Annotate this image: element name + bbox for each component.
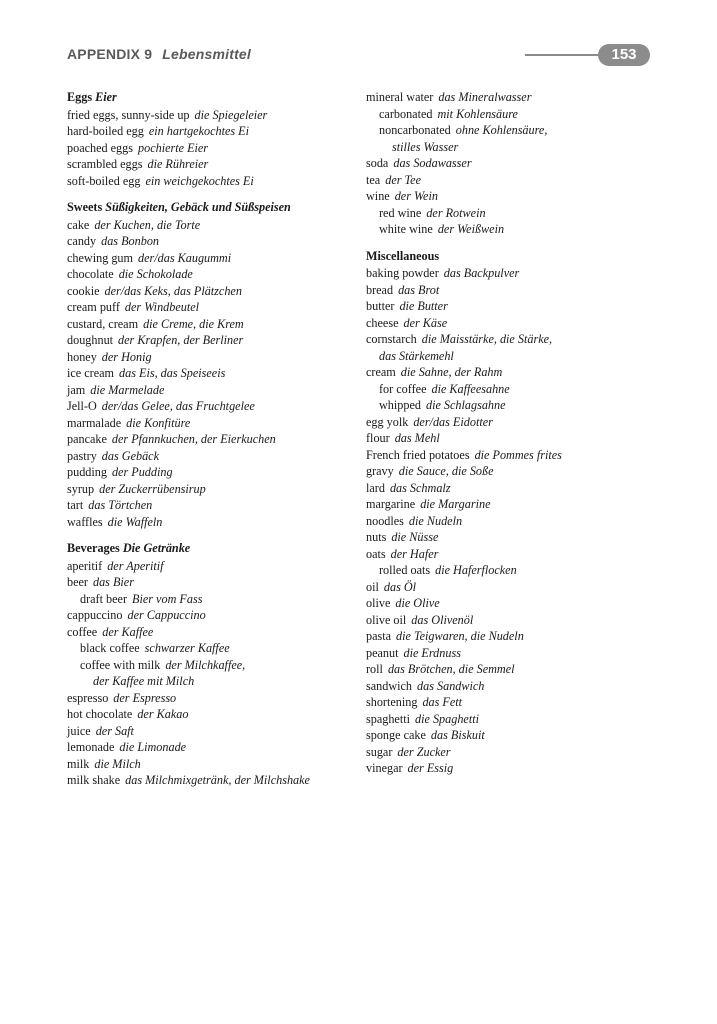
english-term: vinegar [366,761,403,775]
vocab-entry [67,497,357,514]
vocab-entry [366,381,656,398]
vocab-entry [366,463,656,480]
vocab-entry [67,464,357,481]
vocab-entry [67,123,357,140]
vocab-entry [67,657,357,674]
german-term: das Fett [422,695,463,709]
english-term: sugar [366,744,393,759]
vocab-entry [366,496,656,513]
english-term: cornstarch [366,332,417,346]
vocab-entry [67,607,357,624]
section-title [67,199,357,216]
english-term: cake [67,217,90,232]
appendix-subtitle: Lebensmittel [162,46,252,62]
vocab-entry [67,448,357,465]
german-term: der Espresso [113,690,177,705]
german-term: die Olive [395,596,440,610]
vocab-entry [366,546,656,563]
english-term: coffee with milk [80,657,161,672]
german-term: die Spiegeleier [194,107,268,122]
german-term: der Milchkaffee, [165,657,246,672]
english-term: wine [366,189,390,203]
german-term: der Pudding [111,465,173,479]
german-term: der Käse [403,315,448,330]
english-term: cream puff [67,300,120,314]
english-term: scrambled eggs [67,157,143,171]
english-term: milk [67,756,90,771]
vocab-entry [366,661,656,678]
german-term: die Nüsse [391,530,439,544]
english-term: French fried potatoes [366,447,470,462]
english-term: custard, cream [67,316,139,331]
english-term: honey [67,349,97,364]
german-term: die Marmelade [90,382,165,397]
english-term: marmalade [67,415,122,430]
english-term: aperitif [67,558,103,573]
german-term: das Brötchen, die Semmel [387,662,515,676]
vocab-entry [67,107,357,124]
german-term: das Sodawasser [393,156,472,170]
english-term: fried eggs, sunny-side up [67,107,190,122]
english-term: flour [366,431,390,445]
vocab-entry [366,139,656,156]
english-term: oats [366,546,386,561]
vocab-entry [67,217,357,234]
english-term: jam [67,382,86,397]
vocab-entry [67,233,357,250]
german-term: der Pfannkuchen, der Eierkuchen [111,432,276,446]
english-term: margarine [366,497,416,511]
english-term: beer [67,575,88,589]
english-term: butter [366,299,395,313]
german-term: das Mineralwasser [438,90,532,104]
german-term: das Bonbon [101,234,159,248]
german-term: die Schokolade [118,267,193,281]
english-term: tart [67,498,84,512]
german-term: Bier vom Fass [132,591,203,606]
german-term: der Tee [385,172,421,187]
vocab-entry [366,694,656,711]
german-term: schwarzer Kaffee [144,641,230,655]
vocab-entry [366,645,656,662]
vocab-entry [366,331,656,348]
vocab-entry [67,772,357,789]
vocab-entry [366,414,656,431]
vocab-entry [366,678,656,695]
english-term: bread [366,282,394,297]
vocab-entry [67,140,357,157]
german-term: die Pommes frites [474,447,562,462]
english-term: black coffee [80,641,140,655]
english-term: olive oil [366,612,407,627]
vocab-entry [67,574,357,591]
english-term: peanut [366,645,399,660]
german-term: ohne Kohlensäure, [455,123,548,137]
english-term: mineral water [366,90,434,104]
vocab-entry [67,173,357,190]
vocab-entry [366,513,656,530]
vocab-entry [67,316,357,333]
vocab-entry [67,156,357,173]
german-term: der Weißwein [437,222,505,236]
english-term: hard-boiled egg [67,124,144,138]
english-term: juice [67,723,91,738]
german-term: der Windbeutel [124,300,200,314]
english-term: tea [366,172,381,187]
left-column [67,89,357,799]
vocab-entry [366,315,656,332]
section-title-en: Miscellaneous [366,248,440,263]
vocab-entry [366,430,656,447]
german-term: das Törtchen [88,498,153,512]
german-term: der Kakao [137,707,189,721]
english-term: cappuccino [67,608,123,622]
vocab-entry [366,298,656,315]
english-term: white wine [379,222,433,236]
vocab-entry [366,612,656,629]
german-term: der Essig [407,761,454,775]
vocab-entry [366,480,656,497]
english-term: whipped [379,398,421,412]
german-term: das Bier [92,575,134,589]
english-term: gravy [366,464,394,478]
german-term: der/das Eidotter [413,414,493,429]
german-term: die Milch [94,756,141,771]
english-term: rolled oats [379,563,431,577]
english-term: coffee [67,624,98,639]
english-term: noncarbonated [379,123,451,137]
vocab-entry [67,756,357,773]
running-head [67,46,251,62]
vocab-entry [67,514,357,531]
vocab-entry [67,299,357,316]
vocab-entry [366,348,656,365]
german-term: die Sahne, der Rahm [400,365,503,379]
vocab-entry [366,744,656,761]
english-term: doughnut [67,333,114,347]
english-term: draft beer [80,591,128,606]
english-term: espresso [67,690,109,705]
german-term: der Saft [95,723,134,738]
vocab-entry [67,250,357,267]
english-term: baking powder [366,266,439,280]
english-term: roll [366,662,383,676]
appendix-label: APPENDIX 9 [67,46,153,62]
english-term: pudding [67,465,107,479]
german-term: mit Kohlensäure [437,106,518,121]
english-term: pasta [366,629,392,643]
german-term: das Öl [383,579,417,594]
section-title-de: Süßigkeiten, Gebäck und Süßspeisen [105,200,291,214]
german-term: der Honig [101,349,152,364]
page-header [67,44,652,68]
vocab-entry [67,723,357,740]
german-term: ein weichgekochtes Ei [145,173,254,188]
vocab-entry [366,106,656,123]
german-term: die Waffeln [107,514,163,529]
german-term: die Sauce, die Soße [398,464,494,478]
vocab-entry [366,579,656,596]
german-term: der Kaffee mit Milch [93,674,195,688]
vocab-entry [67,591,357,608]
german-term: stilles Wasser [392,139,459,154]
vocab-entry [67,624,357,641]
english-term: egg yolk [366,414,409,429]
german-term: der/das Keks, das Plätzchen [104,283,242,298]
english-term: cookie [67,283,100,298]
german-term: die Schlagsahne [425,398,506,412]
german-term: die Rühreier [147,157,209,171]
vocab-section [366,89,656,238]
vocab-section [67,199,357,530]
vocab-entry [67,640,357,657]
german-term: die Maisstärke, die Stärke, [421,332,553,346]
vocab-entry [67,382,357,399]
section-title-en: Beverages [67,541,120,555]
german-term: der Aperitif [107,558,164,573]
vocab-entry [67,673,357,690]
german-term: der Krapfen, der Berliner [118,333,244,347]
german-term: das Milchmixgetränk, der Milchshake [125,773,310,787]
german-term: pochierte Eier [138,140,209,155]
german-term: die Margarine [420,497,491,511]
vocab-entry [67,558,357,575]
german-term: der/das Gelee, das Fruchtgelee [101,399,255,413]
right-column [366,89,656,787]
vocab-entry [366,760,656,777]
english-term: for coffee [379,381,427,396]
german-term: das Biskuit [430,728,485,742]
english-term: Jell-O [67,399,97,413]
section-title-en: Eggs [67,90,93,104]
vocab-entry [366,397,656,414]
english-term: shortening [366,695,418,709]
vocab-entry [366,562,656,579]
section-title-en: Sweets [67,200,103,214]
german-term: der Hafer [390,546,439,561]
vocab-entry [67,283,357,300]
german-term: die Konfitüre [126,415,191,430]
german-term: die Creme, die Krem [143,316,244,331]
vocab-entry [67,266,357,283]
vocab-entry [366,595,656,612]
german-term: das Mehl [394,431,440,445]
section-title [67,540,357,557]
vocab-entry [366,364,656,381]
section-title [67,89,357,106]
english-term: lard [366,480,385,495]
vocab-entry [366,89,656,106]
vocab-entry [67,415,357,432]
german-term: das Gebäck [101,448,159,463]
vocab-entry [366,711,656,728]
vocab-section [366,248,656,777]
english-term: ice cream [67,366,115,380]
english-term: noodles [366,513,404,528]
english-term: hot chocolate [67,707,133,721]
vocab-entry [67,739,357,756]
german-term: der Zuckerrübensirup [99,481,206,496]
german-term: das Backpulver [443,266,520,280]
section-title-de: Die Getränke [122,541,191,555]
german-term: der Rotwein [426,205,486,220]
german-term: die Nudeln [408,513,463,528]
page-number-badge: 153 [598,44,650,66]
vocab-entry [67,706,357,723]
vocab-entry [67,349,357,366]
vocab-entry [67,690,357,707]
english-term: lemonade [67,740,115,754]
vocab-entry [366,529,656,546]
english-term: soda [366,156,389,170]
english-term: chewing gum [67,250,134,265]
vocab-entry [67,332,357,349]
vocab-section [67,89,357,189]
german-term: das Brot [398,282,440,297]
vocab-entry [366,188,656,205]
english-term: pancake [67,432,107,446]
german-term: die Spaghetti [415,711,479,726]
vocab-entry [67,398,357,415]
german-term: das Olivenöl [411,612,474,627]
vocab-entry [67,365,357,382]
english-term: oil [366,579,379,594]
vocab-entry [366,265,656,282]
german-term: die Haferflocken [435,563,517,577]
english-term: poached eggs [67,140,133,155]
english-term: spaghetti [366,711,411,726]
english-term: chocolate [67,267,114,281]
german-term: der Kaffee [102,624,154,639]
english-term: red wine [379,205,422,220]
vocab-entry [67,431,357,448]
english-term: waffles [67,514,103,529]
german-term: das Schmalz [389,480,451,495]
section-title-de: Eier [95,90,117,104]
vocab-entry [366,122,656,139]
german-term: das Sandwich [417,678,485,693]
section-title [366,248,656,265]
german-term: der Kuchen, die Torte [94,217,201,232]
english-term: carbonated [379,106,433,121]
english-term: syrup [67,481,95,496]
vocab-entry [366,282,656,299]
vocab-entry [366,727,656,744]
english-term: nuts [366,530,387,544]
german-term: der Wein [394,189,438,203]
german-term: die Butter [399,299,448,313]
english-term: soft-boiled egg [67,173,141,188]
vocab-entry [366,155,656,172]
english-term: pastry [67,448,97,463]
vocab-entry [366,205,656,222]
english-term: cream [366,365,396,379]
german-term: ein hartgekochtes Ei [148,124,250,138]
german-term: der Cappuccino [127,608,206,622]
german-term: die Teigwaren, die Nudeln [396,629,524,643]
german-term: der Zucker [397,744,451,759]
english-term: olive [366,596,391,610]
german-term: die Erdnuss [403,645,461,660]
english-term: milk shake [67,773,121,787]
german-term: die Kaffeesahne [431,381,510,396]
vocab-entry [366,447,656,464]
vocab-entry [366,628,656,645]
german-term: das Eis, das Speiseeis [119,366,226,380]
vocab-entry [67,481,357,498]
english-term: sandwich [366,678,413,693]
vocab-section [67,540,357,789]
vocab-entry [366,172,656,189]
english-term: candy [67,234,97,248]
english-term: sponge cake [366,728,426,742]
german-term: das Stärkemehl [379,348,454,363]
german-term: der/das Kaugummi [138,250,232,265]
english-term: cheese [366,315,399,330]
german-term: die Limonade [119,740,187,754]
vocab-entry [366,221,656,238]
